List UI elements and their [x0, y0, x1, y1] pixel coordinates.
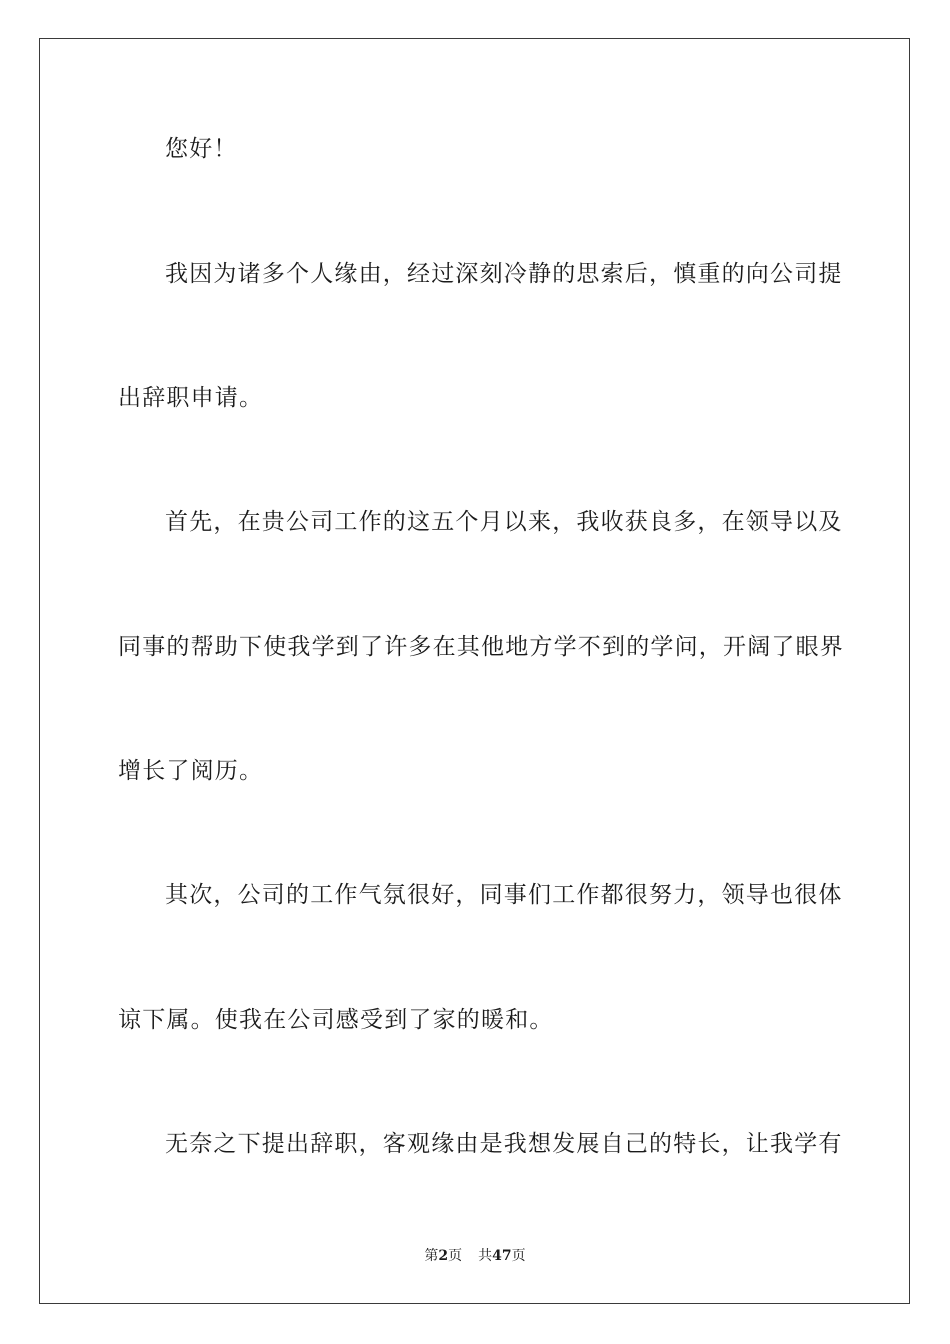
body-line-1: 我因为诸多个人缘由，经过深刻冷静的思索后，慎重的向公司提 — [165, 261, 843, 287]
body-line-7: 谅下属。使我在公司感受到了家的暖和。 — [118, 1007, 554, 1033]
greeting-line: 您好！ — [165, 136, 238, 162]
page-border — [39, 38, 910, 1304]
body-line-2: 出辞职申请。 — [118, 385, 264, 411]
page-suffix: 页 — [448, 1248, 463, 1264]
total-pages: 47 — [492, 1248, 512, 1264]
body-line-4: 同事的帮助下使我学到了许多在其他地方学不到的学问，开阔了眼界 — [118, 634, 844, 660]
page-number: 2 — [438, 1248, 449, 1264]
page-footer — [0, 1247, 950, 1265]
body-line-6: 其次，公司的工作气氛很好，同事们工作都很努力，领导也很体 — [165, 882, 843, 908]
body-line-5: 增长了阅历。 — [118, 758, 264, 784]
body-line-8: 无奈之下提出辞职，客观缘由是我想发展自己的特长，让我学有 — [165, 1131, 843, 1157]
total-suffix: 页 — [511, 1248, 526, 1264]
total-prefix: 共 — [478, 1248, 493, 1264]
body-line-3: 首先，在贵公司工作的这五个月以来，我收获良多，在领导以及 — [165, 509, 843, 535]
page-prefix: 第 — [424, 1248, 439, 1264]
